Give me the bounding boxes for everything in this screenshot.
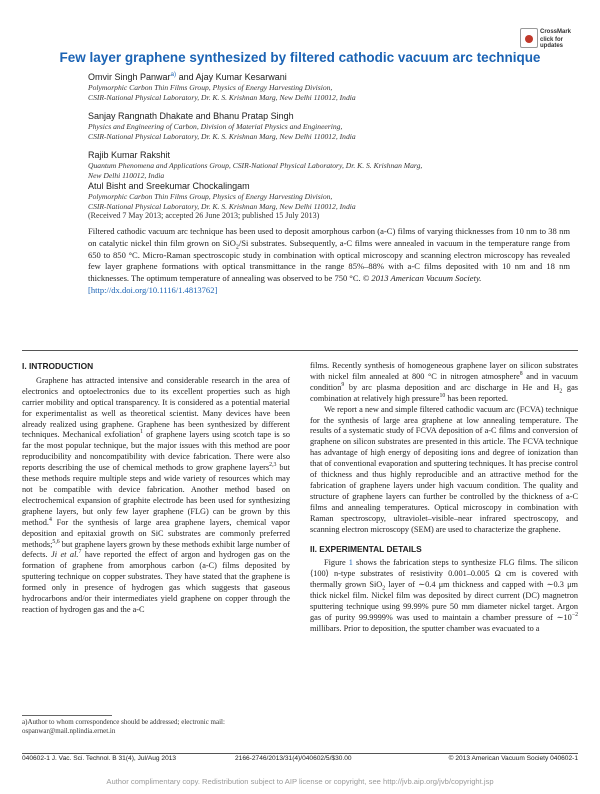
author-group-2 [88, 111, 568, 142]
affiliation-line: CSIR-National Physical Laboratory, Dr. K. S. Krishnan Marg, New Delhi 110012, India [88, 131, 356, 141]
author-names: Rajib Kumar Rakshit [88, 150, 171, 160]
experimental-paragraph: Figure 1 shows the fabrication steps to synthesize FLG films. The silicon ⟨100⟩ n-type substrates of resistivity 0.001–0.005 Ω cm is covered with thermally grown SiO$_2$ layer of ∼0.4 μm thickness and capped with ∼0.3 μm thick nickel film. Nickel film was deposited by direct current (DC) magnetron sputtering technique using 99.99% pure 50 mm diameter nickel target. Argon gas of purity 99.9999% was used to maintain a chamber pressure of $\sim 10^{-2}$ millibars. Prior to deposition, the sputter chamber was evacuated to a [310, 558, 578, 633]
intro-paragraph-2: We report a new and simple filtered cathodic vacuum arc (FCVA) technique for the synthesis of large area graphene at low annealing temperature. The results of a systematic study of FCVA deposition of a-C films and conversion of graphene on silicon substrates are presented in this article. The FCVA technique has advantage of high energy of depositing ions and degree of ionization than that of conventional evaporation and sputtering techniques. It has precise control of thickness and thus highly reproducible and an attractive method for the fabrication of graphene layers under high vacuum condition. The quality and structure of graphene layers can further be controlled by the thickness of a-C films and annealing temperatures. Optical microscopy in combination with Raman spectroscopy, ultraviolet–visible–near infrared spectroscopy, and scanning electron microscopy (SEM) are used to characterize the graphene. [310, 404, 578, 534]
affiliation-line: Quantum Phenomena and Applications Group, CSIR-National Physical Laboratory, Dr. K. S. Krishnan Marg, [88, 161, 423, 170]
footer-issn: 2166-2746/2013/31(4)/040602/5/$30.00 [235, 755, 352, 762]
author-names: Omvir Singh Panwar$^{a)}$ and Ajay Kumar Kesarwani [88, 71, 287, 82]
footer-journal: 040602-1 J. Vac. Sci. Technol. B 31(4), Jul/Aug 2013 [22, 755, 177, 762]
abstract: Filtered cathodic vacuum arc technique has been used to deposit amorphous carbon (a-C) films of varying thicknesses from 10 nm to 38 nm on catalytic nickel thin film grown on SiO$_2$/Si substrates. Subsequently, a-C films were annealed in vacuum in the temperature range from 650 to 850 °C. Micro-Raman spectroscopic study in combination with optical microscopy and scanning electron microscopy has revealed few layer graphene formations with optical transmittance in the range 85%–88% with a-C films deposited with 10 nm and 18 nm thicknesses. The optimum temperature of annealing was observed to be 750 °C. © 2013 American Vacuum Society. [http://dx.doi.org/10.1116/1.4813762] [88, 226, 570, 295]
affiliation-line: Polymorphic Carbon Thin Films Group, Physics of Energy Harvesting Division, [88, 83, 333, 92]
affiliation-line: Physics and Engineering of Carbon, Division of Material Physics and Engineering, [88, 122, 343, 131]
affiliation-line: CSIR-National Physical Laboratory, Dr. K. S. Krishnan Marg, New Delhi 110012, India [88, 92, 356, 102]
section-divider [22, 350, 578, 351]
publication-dates: (Received 7 May 2013; accepted 26 June 2013; published 15 July 2013) [88, 211, 320, 220]
abstract-copyright: © 2013 American Vacuum Society. [362, 273, 482, 284]
right-column [310, 361, 578, 635]
affiliation-line: Polymorphic Carbon Thin Films Group, Physics of Energy Harvesting Division, [88, 192, 333, 201]
correspondence-footnote: a)Author to whom correspondence should be addressed; electronic mail: ospanwar@mail.nplindia.ernet.in [22, 718, 225, 735]
crossmark-sublabel: click for updates [540, 37, 564, 49]
affiliation-line: New Delhi 110012, India [88, 170, 165, 180]
section-heading-introduction: I. INTRODUCTION [22, 361, 94, 371]
paper-title: Few layer graphene synthesized by filtered cathodic vacuum arc technique [59, 50, 541, 65]
crossmark-label: CrossMark [540, 29, 572, 35]
footer-divider [22, 753, 578, 754]
section-heading-experimental: II. EXPERIMENTAL DETAILS [310, 543, 422, 554]
author-group-3 [88, 150, 568, 181]
left-column [22, 361, 290, 616]
intro-paragraph: Graphene has attracted intensive and considerable research in the area of electronics and optoelectronics due to its excellent properties such as high carrier mobility and optical transparency. It is considered as a potential material for experimentalist as well as theoretical scientist. Many devices have been already realized using graphene. Graphene has been synthesized by different techniques. Mechanical exfoliation$^1$ of graphene layers using scotch tape is so far the most popular technique, but the major issues with this method are poor reproducibility and noncompatibility with device fabrication. There were also reports describing the use of chemical methods to grow graphene layers$^{2,3}$ but these methods require multiple steps and wide variety of resources which may not be compatible with device fabrication. Another method based on electrochemical expansion of graphite electrode has been used for synthesizing graphene layers, but only few layer graphene (FLG) can be grown by this method.$^4$ For the synthesis of large area graphene layers, chemical vapor deposition and epitaxial growth on SiC substrates are commonly preferred methods;$^{5,6}$ but graphene layers grown by these methods exhibit large number of defects. Ji et al.$^7$ have reported the effect of argon and hydrogen gas on the formation of graphene from amorphous carbon (a-C) films deposited by sputtering technique on copper substrates. They have stated that the graphene is formed only in presence of hydrogen gas which suggests that gaseous hydrocarbons and/or their intermediates yield graphene on copper through the reaction of hydrogen gas and the a-C [22, 375, 290, 614]
intro-paragraph-continued: films. Recently synthesis of homogeneous graphene layer on silicon substrates with nickel film annealed at 800 °C in nitrogen atmosphere$^8$ and in vacuum condition$^9$ by arc plasma deposition and arc discharge in He and $H_2$ gas combination at relatively high pressure$^{10}$ has been reported. [310, 361, 578, 403]
doi-link[interactable]: [http://dx.doi.org/10.1116/1.4813762] [88, 284, 218, 295]
figure-link[interactable]: 1 [348, 558, 353, 568]
author-group-4 [88, 181, 568, 212]
footnote-divider [22, 715, 112, 716]
author-names: Atul Bisht and Sreekumar Chockalingam [88, 181, 250, 191]
copyright-notice: Author complimentary copy. Redistribution subject to AIP license or copyright, see http://jvb.aip.org/jvb/copyright.jsp [106, 777, 494, 786]
crossmark-icon [520, 28, 538, 48]
affiliation-line: CSIR-National Physical Laboratory, Dr. K. S. Krishnan Marg, New Delhi 110012, India [88, 201, 356, 211]
author-names: Sanjay Rangnath Dhakate and Bhanu Pratap Singh [88, 111, 294, 121]
author-group-1 [88, 72, 568, 103]
footer-society: © 2013 American Vacuum Society 040602-1 [448, 755, 578, 762]
